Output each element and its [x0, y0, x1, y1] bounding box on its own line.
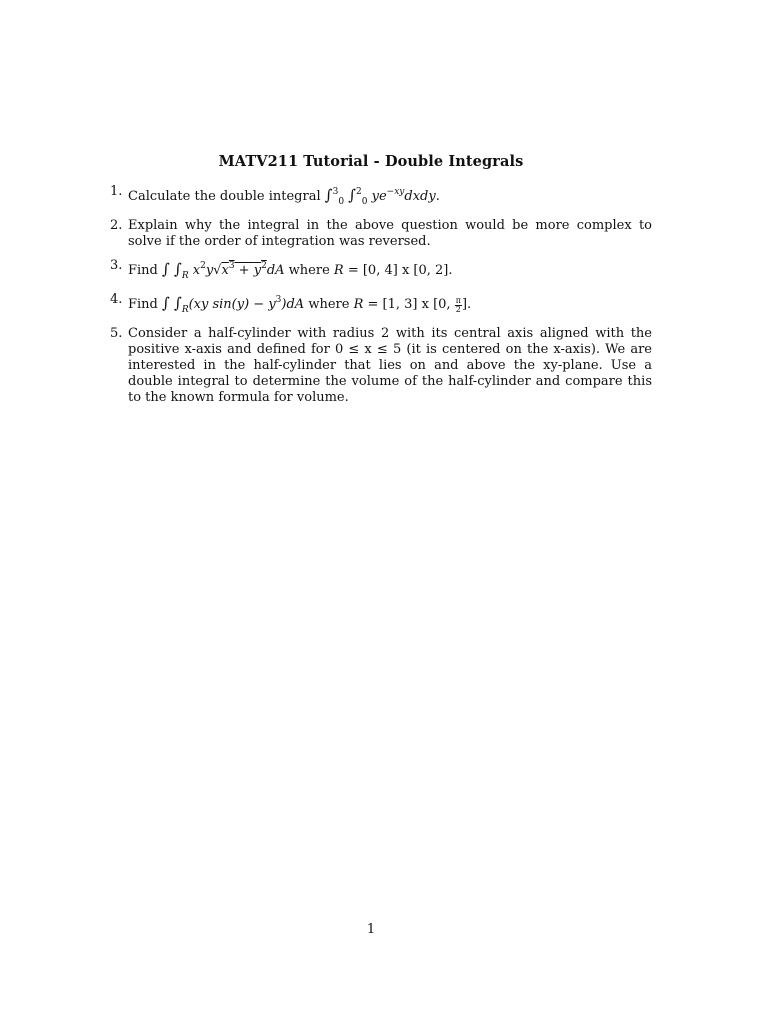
differential: dA [266, 263, 285, 278]
differential: )dA [281, 297, 305, 312]
problem-list [110, 184, 652, 414]
problem-text: Consider a half-cylinder with radius 2 with its central axis aligned with the positive x-axis and defined for 0 ≤ x ≤ 5 (it is centered on the x-axis). We are interested in the half-cylinder that lies on and above the xy-plane. Use a double integral to determine the volume of the half-cylinder and compare this to the known formula for volume. [128, 326, 652, 405]
denominator: 2 [455, 305, 461, 314]
radicand [221, 263, 266, 278]
text-run: ]. [461, 297, 472, 312]
problem-2 [110, 218, 652, 250]
integral-expression: ∫ $\int_R(xy$ $\sin(y) - y^3)dA$ [162, 294, 305, 315]
exponent: 2 [261, 261, 267, 271]
variable: x [192, 263, 201, 278]
variable: y [253, 263, 262, 278]
text-run: Find [128, 263, 163, 278]
region-symbol: R [353, 297, 364, 312]
region-subscript: R [181, 305, 189, 315]
problem-3 [110, 258, 652, 284]
problem-text [128, 292, 652, 318]
fraction [455, 297, 462, 314]
operator: + [234, 263, 254, 278]
text-run: where [304, 297, 354, 312]
variable: y [205, 263, 214, 278]
problem-4 [110, 292, 652, 318]
upper-limit: 3 [332, 187, 339, 197]
problem-text: Explain why the integral in the above question would be more complex to solve if the order of integration was reversed. [128, 218, 652, 249]
integrand: (xy sin(y) − y [188, 297, 276, 312]
integrand: ye [371, 189, 387, 204]
region-subscript: R [181, 271, 189, 281]
exponent: 2 [200, 261, 206, 271]
problem-text [128, 258, 652, 284]
region-definition: = [0, 4] x [0, 2]. [343, 263, 453, 278]
lower-limit: 0 [361, 197, 368, 207]
problem-number: 5. [110, 326, 123, 341]
exponent: 3 [228, 261, 235, 271]
region-definition: = [1, 3] x [0, [363, 297, 455, 312]
document-title: MATV211 Tutorial - Double Integrals [218, 153, 524, 170]
text-run: where [284, 263, 334, 278]
lower-limit: 0 [338, 197, 345, 207]
problem-text [128, 184, 652, 210]
exponent: −xy [386, 187, 405, 197]
problem-1 [110, 184, 652, 210]
text-run: Calculate the double integral [128, 189, 325, 204]
problem-5 [110, 326, 652, 406]
integral-expression: ∫ $\int_R$ $x^2y√x^3 + y^2dA$ [162, 260, 285, 281]
text-run: Find [128, 297, 163, 312]
problem-number: 1. [110, 184, 123, 199]
integral-expression: ∫$^3_0$ ∫$^2_0$ $ye^{-xy}dxdy$ [324, 186, 436, 207]
problem-number: 4. [110, 292, 123, 307]
problem-number: 3. [110, 258, 123, 273]
variable: x [221, 263, 229, 278]
region-symbol: R [333, 263, 344, 278]
page-number: 1 [366, 922, 376, 937]
text-run: . [435, 189, 440, 204]
upper-limit: 2 [356, 187, 362, 197]
exponent: 3 [275, 295, 282, 305]
problem-number: 2. [110, 218, 123, 233]
differentials: dxdy [404, 189, 436, 204]
numerator: π [455, 296, 461, 305]
